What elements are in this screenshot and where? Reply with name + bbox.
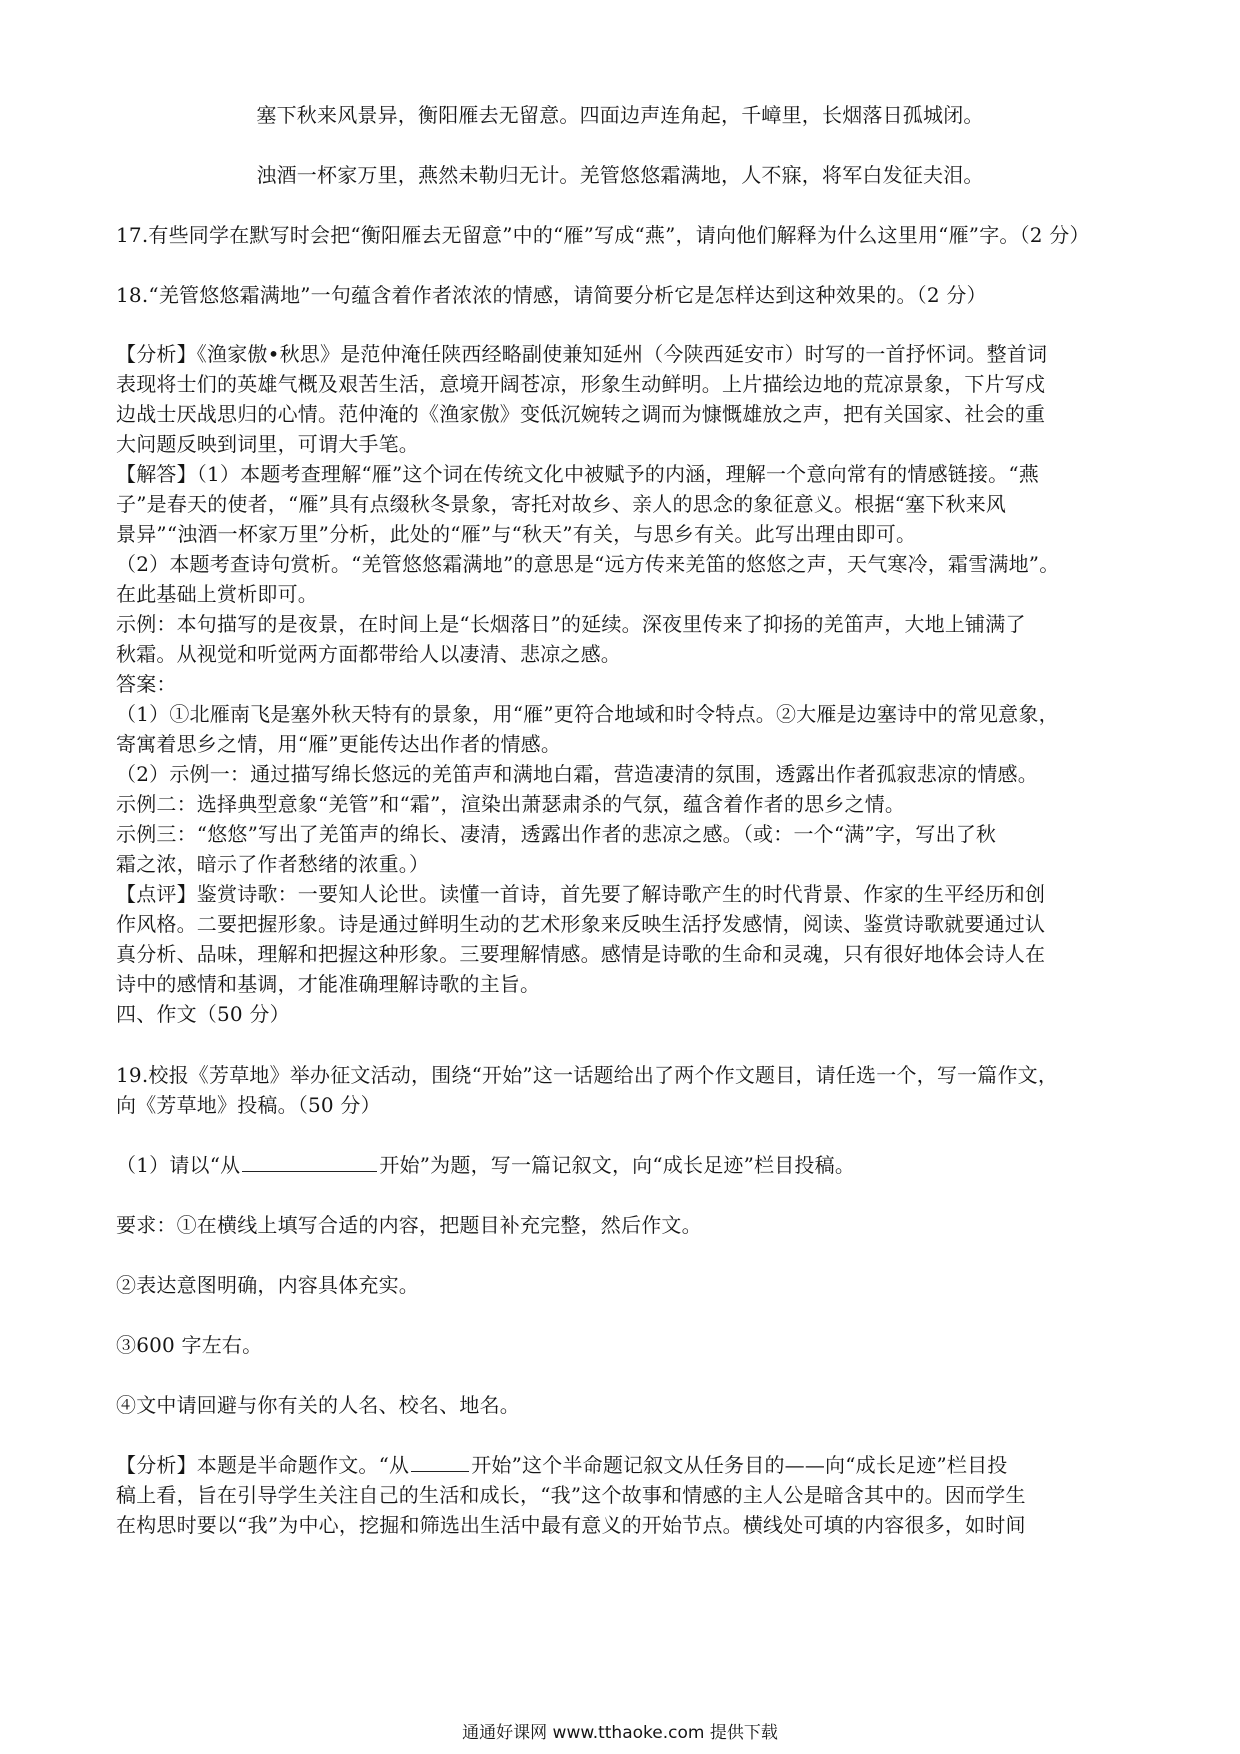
essay-analysis-line-3: 在构思时要以“我”为中心，挖掘和筛选出生活中最有意义的开始节点。横线处可填的内容很多，如时间 xyxy=(116,1513,1026,1537)
essay-analysis-line-2: 稿上看，旨在引导学生关注自己的生活和成长，“我”这个故事和情感的主人公是暗含其中的。因而学生 xyxy=(116,1483,1026,1507)
answer-explanation-line: 在此基础上赏析即可。 xyxy=(116,582,318,606)
essay-prompt xyxy=(116,1150,1126,1180)
answer-line: 寄寓着思乡之情，用“雁”更能传达出作者的情感。 xyxy=(116,732,562,756)
poem-line-2: 浊酒一杯家万里，燕然未勒归无计。羌管悠悠霜满地，人不寐，将军白发征夫泪。 xyxy=(256,163,984,187)
essay-analysis-after: 开始”这个半命题记叙文从任务目的——向“成长足迹”栏目投 xyxy=(471,1453,1008,1477)
question-17: 17.有些同学在默写时会把“衡阳雁去无留意”中的“雁”写成“燕”，请向他们解释为什么这里用“雁”字。（2 分） xyxy=(116,223,1090,247)
answer-line: 霜之浓，暗示了作者愁绪的浓重。） xyxy=(116,852,430,876)
answer-line: 示例二：选择典型意象“羌管”和“霜”，渲染出萧瑟肃杀的气氛，蕴含着作者的思乡之情。 xyxy=(116,792,906,816)
essay-analysis-line-1 xyxy=(116,1450,1126,1480)
analysis-line: 大问题反映到词里，可谓大手笔。 xyxy=(116,432,419,456)
poem-line-1: 塞下秋来风景异，衡阳雁去无留意。四面边声连角起，千嶂里，长烟落日孤城闭。 xyxy=(256,103,984,127)
answer-explanation-line: 景异”“浊酒一杯家万里”分析，此处的“雁”与“秋天”有关，与思乡有关。此写出理由即可。 xyxy=(116,522,917,546)
comment-line: 【点评】鉴赏诗歌：一要知人论世。读懂一首诗，首先要了解诗歌产生的时代背景、作家的生平经历和创 xyxy=(116,882,1046,906)
answer-line: 示例三：“悠悠”写出了羌笛声的绵长、凄清，透露出作者的悲凉之感。（或：一个“满”字，写出了秋 xyxy=(116,822,997,846)
requirement-line: ④文中请回避与你有关的人名、校名、地名。 xyxy=(116,1393,520,1417)
comment-line: 作风格。二要把握形象。诗是通过鲜明生动的艺术形象来反映生活抒发感情，阅读、鉴赏诗歌就要通过认 xyxy=(116,912,1046,936)
requirement-line: ③600 字左右。 xyxy=(116,1333,263,1357)
footer-watermark: 通通好课网 www.tthaoke.com 提供下载 xyxy=(462,1723,778,1743)
essay-prompt-before: （1）请以“从 xyxy=(116,1153,241,1177)
title-blank-line xyxy=(242,1151,377,1172)
comment-line: 诗中的感情和基调，才能准确理解诗歌的主旨。 xyxy=(116,972,541,996)
question-18: 18.“羌管悠悠霜满地”一句蕴含着作者浓浓的情感，请简要分析它是怎样达到这种效果的。（2 分） xyxy=(116,283,987,307)
comment-line: 真分析、品味，理解和把握这种形象。三要理解情感。感情是诗歌的生命和灵魂，只有很好地体会诗人在 xyxy=(116,942,1046,966)
answer-explanation-line: 子”是春天的使者，“雁”具有点缀秋冬景象，寄托对故乡、亲人的思念的象征意义。根据“塞下秋来风 xyxy=(116,492,1007,516)
question-19-line-2: 向《芳草地》投稿。（50 分） xyxy=(116,1093,381,1117)
answer-line: （2）示例一：通过描写绵长悠远的羌笛声和满地白霜，营造凄清的氛围，透露出作者孤寂悲凉的情感。 xyxy=(116,762,1038,786)
answer-explanation-line: 【解答】（1）本题考查理解“雁”这个词在传统文化中被赋予的内涵，理解一个意向常有的情感链接。“燕 xyxy=(116,462,1039,486)
requirement-line: 要求：①在横线上填写合适的内容，把题目补充完整，然后作文。 xyxy=(116,1213,702,1237)
requirement-line: ②表达意图明确，内容具体充实。 xyxy=(116,1273,419,1297)
essay-analysis-before: 【分析】本题是半命题作文。“从 xyxy=(116,1453,410,1477)
analysis-line: 【分析】《渔家傲•秋思》是范仲淹任陕西经略副使兼知延州（今陕西延安市）时写的一首抒怀词。整首词 xyxy=(116,342,1048,366)
answer-heading: 答案： xyxy=(116,672,177,696)
question-19-line-1: 19.校报《芳草地》举办征文活动，围绕“开始”这一话题给出了两个作文题目，请任选一个，写一篇作文， xyxy=(116,1063,1059,1087)
section-heading: 四、作文（50 分） xyxy=(116,1002,290,1026)
example-line: 秋霜。从视觉和听觉两方面都带给人以凄清、悲凉之感。 xyxy=(116,642,621,666)
answer-explanation-line: （2）本题考查诗句赏析。“羌管悠悠霜满地”的意思是“远方传来羌笛的悠悠之声，天气寒冷，霜雪满地”。 xyxy=(116,552,1060,576)
analysis-blank-line xyxy=(411,1451,469,1472)
answer-line: （1）①北雁南飞是塞外秋天特有的景象，用“雁”更符合地域和时令特点。②大雁是边塞诗中的常见意象， xyxy=(116,702,1059,726)
example-line: 示例：本句描写的是夜景，在时间上是“长烟落日”的延续。深夜里传来了抑扬的羌笛声，大地上铺满了 xyxy=(116,612,1026,636)
analysis-line: 表现将士们的英雄气概及艰苦生活，意境开阔苍凉，形象生动鲜明。上片描绘边地的荒凉景象，下片写戍 xyxy=(116,372,1046,396)
essay-prompt-after: 开始”为题，写一篇记叙文，向“成长足迹”栏目投稿。 xyxy=(379,1153,856,1177)
analysis-line: 边战士厌战思归的心情。范仲淹的《渔家傲》变低沉婉转之调而为慷慨雄放之声，把有关国家、社会的重 xyxy=(116,402,1046,426)
